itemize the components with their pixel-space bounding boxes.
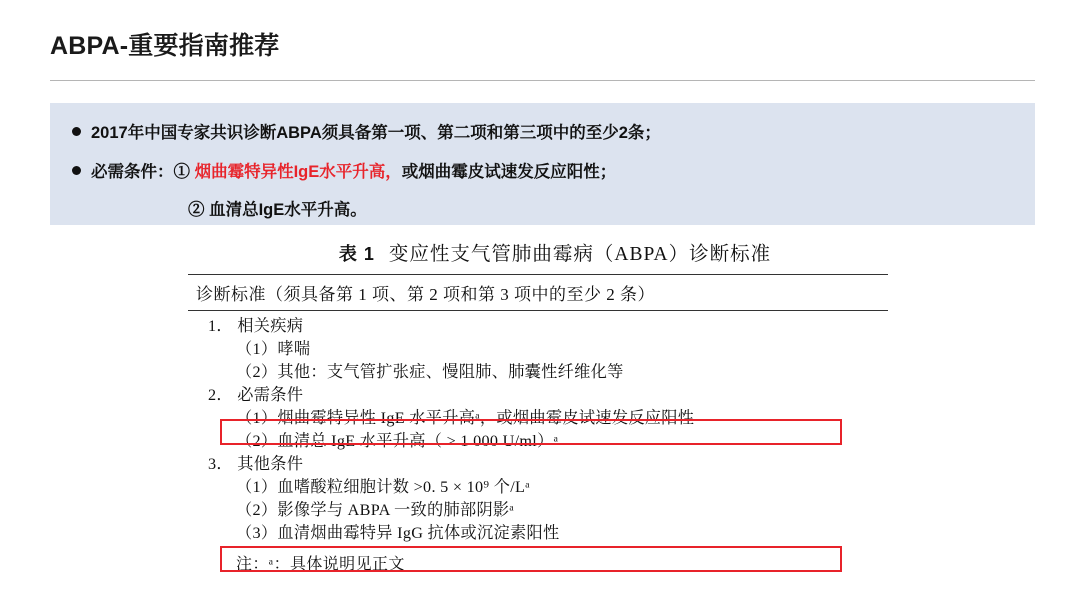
table-caption xyxy=(200,238,910,266)
table-row: 2． 必需条件 xyxy=(208,386,304,404)
callout-line-1 xyxy=(72,119,661,143)
callout-line-2-prefix: 必需条件：① xyxy=(91,163,195,181)
callout-line-2-highlight: 烟曲霉特异性IgE水平升高， xyxy=(194,163,402,181)
title-divider xyxy=(50,80,1035,81)
callout-line-2 xyxy=(72,158,616,182)
callout-line-1-text: 2017年中国专家共识诊断ABPA须具备第一项、第二项和第三项中的至少2条； xyxy=(91,124,661,142)
table-row: （1）血嗜酸粒细胞计数 >0. 5 × 10⁹ 个/Lᵃ xyxy=(236,478,530,496)
table-row: （1）烟曲霉特异性 IgE 水平升高ᵃ，或烟曲霉皮试速发反应阳性 xyxy=(236,409,695,427)
table-row: （2）影像学与 ABPA 一致的肺部阴影ᵃ xyxy=(236,501,515,519)
table-row: （2）血清总 IgE 水平升高（ > 1 000 U/ml）ᵃ xyxy=(236,432,559,450)
callout-line-3: ② 血清总IgE水平升高。 xyxy=(188,201,367,219)
table-footnote: 注：ᵃ：具体说明见正文 xyxy=(236,556,405,573)
table-row: 1． 相关疾病 xyxy=(208,317,304,335)
callout-line-2-suffix: 或烟曲霉皮试速发反应阳性； xyxy=(401,163,617,181)
table-row: （1）哮喘 xyxy=(236,340,311,358)
callout-box xyxy=(50,103,1035,225)
table-row: （3）血清烟曲霉特异 IgG 抗体或沉淀素阳性 xyxy=(236,524,560,542)
page-title: ABPA-重要指南推荐 xyxy=(50,32,280,60)
table-box xyxy=(188,274,888,576)
table-body xyxy=(188,311,888,576)
criteria-table xyxy=(170,238,910,576)
table-title-text: 变应性支气管肺曲霉病（ABPA）诊断标准 xyxy=(388,244,772,265)
table-header-row: 诊断标准（须具备第 1 项、第 2 项和第 3 项中的至少 2 条） xyxy=(196,285,655,304)
table-row: （2）其他：支气管扩张症、慢阻肺、肺囊性纤维化等 xyxy=(236,363,624,381)
table-row: 3． 其他条件 xyxy=(208,455,304,473)
bullet-icon xyxy=(72,127,81,136)
table-number: 表 1 xyxy=(338,244,375,264)
bullet-icon xyxy=(72,166,81,175)
